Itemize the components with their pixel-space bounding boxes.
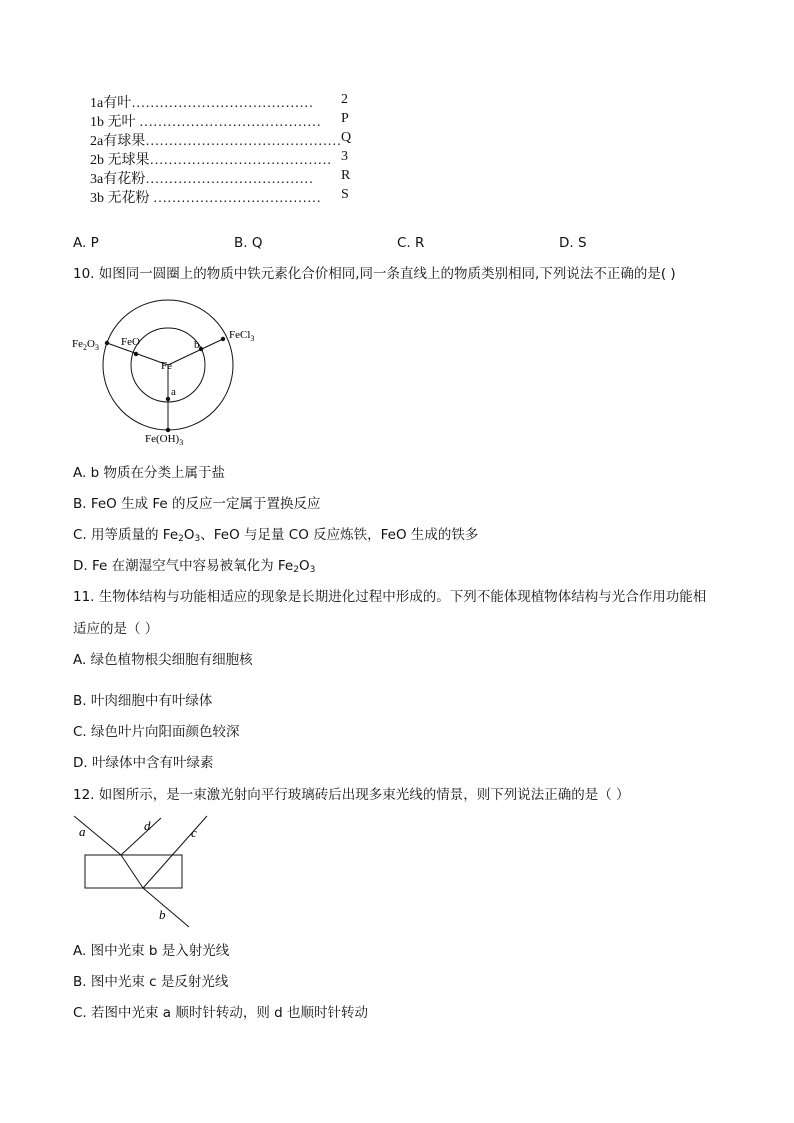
q11-stem-line1: 11. 生物体结构与功能相适应的现象是长期进化过程中形成的。下列不能体现植物体结构与光合作用功能相 <box>73 589 707 605</box>
key-row: 2a有球果…………………………………… <box>90 134 342 149</box>
q9-option-b: B. Q <box>234 235 263 251</box>
q11-option-b: B. 叶肉细胞中有叶绿体 <box>73 693 213 709</box>
q11-stem-line2: 适应的是（ ） <box>73 621 159 637</box>
key-value: S <box>341 187 349 202</box>
key-value: Q <box>341 130 352 145</box>
label-b: b <box>159 907 166 922</box>
ray-c <box>143 816 207 888</box>
q12-stem: 12. 如图所示，是一束激光射向平行玻璃砖后出现多束光线的情景，则下列说法正确的是（ ） <box>73 787 630 803</box>
key-value: 2 <box>341 92 348 107</box>
q10-option-d: D. Fe 在潮湿空气中容易被氧化为 $Fe_2O_3$ <box>73 558 316 575</box>
q11-option-c: C. 绿色叶片向阳面颜色较深 <box>73 724 240 740</box>
key-row: 1b 无叶 ………………………………… <box>90 115 321 130</box>
label-d: d <box>144 818 151 833</box>
glass-block-diagram <box>70 810 220 930</box>
label-fe2o3: $Fe_2O_3$ <box>72 338 99 352</box>
q9-option-a: A. P <box>73 235 99 251</box>
point-a <box>166 397 170 401</box>
label-feoh3: $Fe(OH)_3$ <box>145 433 184 447</box>
q11-option-d: D. 叶绿体中含有叶绿素 <box>73 755 214 771</box>
key-row: 1a有叶………………………………… <box>90 96 314 111</box>
q9-option-d: D. S <box>559 235 587 251</box>
q10-option-a: A. b 物质在分类上属于盐 <box>73 465 225 481</box>
q10-option-b: B. FeO 生成 Fe 的反应一定属于置换反应 <box>73 496 321 512</box>
q12-option-a: A. 图中光束 b 是入射光线 <box>73 943 230 959</box>
key-value: P <box>341 111 349 126</box>
point-feoh3 <box>166 428 170 432</box>
key-row: 2b 无球果………………………………… <box>90 153 332 168</box>
ray-d <box>121 818 161 855</box>
label-fe: Fe <box>161 360 172 372</box>
q9-option-c: C. R <box>397 235 425 251</box>
iron-compounds-diagram <box>65 295 295 455</box>
label-b: b <box>194 339 200 351</box>
key-value: R <box>341 168 351 183</box>
label-a: a <box>79 824 86 839</box>
key-value: 3 <box>341 149 348 164</box>
label-a: a <box>171 386 176 398</box>
label-c: c <box>191 825 197 840</box>
point-fecl3 <box>221 337 225 341</box>
point-fe2o3 <box>105 341 109 345</box>
key-row: 3a有花粉……………………………… <box>90 172 314 187</box>
q11-option-a: A. 绿色植物根尖细胞有细胞核 <box>73 652 253 668</box>
q12-option-b: B. 图中光束 c 是反射光线 <box>73 974 229 990</box>
q10-stem: 10. 如图同一圆圈上的物质中铁元素化合价相同,同一条直线上的物质类别相同,下列说法不正确的是( ) <box>73 266 676 282</box>
q12-option-c: C. 若图中光束 a 顺时针转动，则 d 也顺时针转动 <box>73 1005 369 1021</box>
key-row: 3b 无花粉 ……………………………… <box>90 191 321 206</box>
ray-b <box>143 888 189 927</box>
label-fecl3: FeCl$_3$ <box>229 329 255 343</box>
refracted-ray-inside <box>121 855 143 888</box>
q10-option-c: C. 用等质量的 $Fe_2O_3$、FeO 与足量 CO 反应炼铁，FeO 生成的铁多 <box>73 527 479 544</box>
label-feo: FeO <box>121 336 140 348</box>
point-feo <box>134 352 138 356</box>
